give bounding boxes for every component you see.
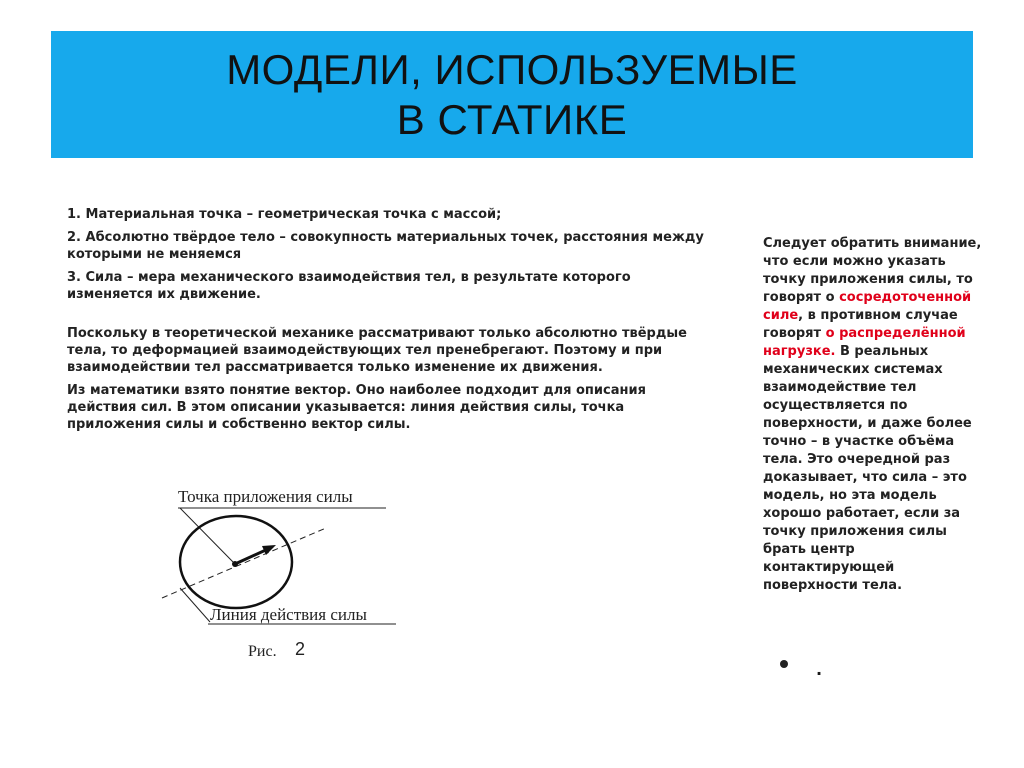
- bullet-dot-icon: [780, 660, 788, 668]
- force-vector: [235, 549, 268, 564]
- definition-force: 3. Сила – мера механического взаимодействия тел, в результате которого изменяется их движение.: [67, 270, 631, 302]
- slide-title-line-1: МОДЕЛИ, ИСПОЛЬЗУЕМЫЕ: [226, 45, 798, 93]
- concentrated-force-term: сосредоточенной силе: [763, 290, 972, 323]
- main-text-block: [67, 206, 707, 439]
- side-note-text-2: , в противном случае говорят: [763, 308, 958, 341]
- side-note-text-1: Следует обратить внимание, что если можно указать точку приложения силы, то говорят о: [763, 236, 982, 305]
- figure-caption-number: 2: [295, 639, 306, 659]
- side-note-text-3: В реальных механических системах взаимодействие тел осуществляется по поверхности, и даже более точно – в участке объёма тела. Это очередной раз доказывает, что сила – это модель, но эта модель хорошо работает, если за точку приложения силы брать центр контактирующей поверхности тела.: [763, 344, 972, 593]
- distributed-load-term: о распределённой нагрузке.: [763, 326, 966, 359]
- force-figure: [150, 480, 410, 670]
- slide-title-line-2: В СТАТИКЕ: [396, 95, 628, 143]
- paragraph-vector: Из математики взято понятие вектор. Оно наиболее подходит для описания действия сил. В этом описании указывается: линия действия силы, точка приложения силы и собственно вектор силы.: [67, 383, 646, 432]
- side-note: [763, 235, 985, 595]
- trailing-period: .: [816, 660, 823, 679]
- label-line-of-action: Линия действия силы: [210, 605, 367, 624]
- figure-caption: Рис.: [248, 643, 277, 660]
- label-application-point: Точка приложения силы: [178, 487, 353, 506]
- paragraph-rigid-bodies: Поскольку в теоретической механике рассматривают только абсолютно твёрдые тела, то деформацией взаимодействующих тел пренебрегают. Поэтому и при взаимодействии тел рассматривается только изменение их движения.: [67, 326, 687, 375]
- definition-rigid-body: 2. Абсолютно твёрдое тело – совокупность материальных точек, расстояния между которыми не меняемся: [67, 230, 704, 262]
- definition-material-point: 1. Материальная точка – геометрическая точка с массой;: [67, 207, 502, 222]
- title-banner: [51, 31, 973, 158]
- application-point: [232, 561, 238, 567]
